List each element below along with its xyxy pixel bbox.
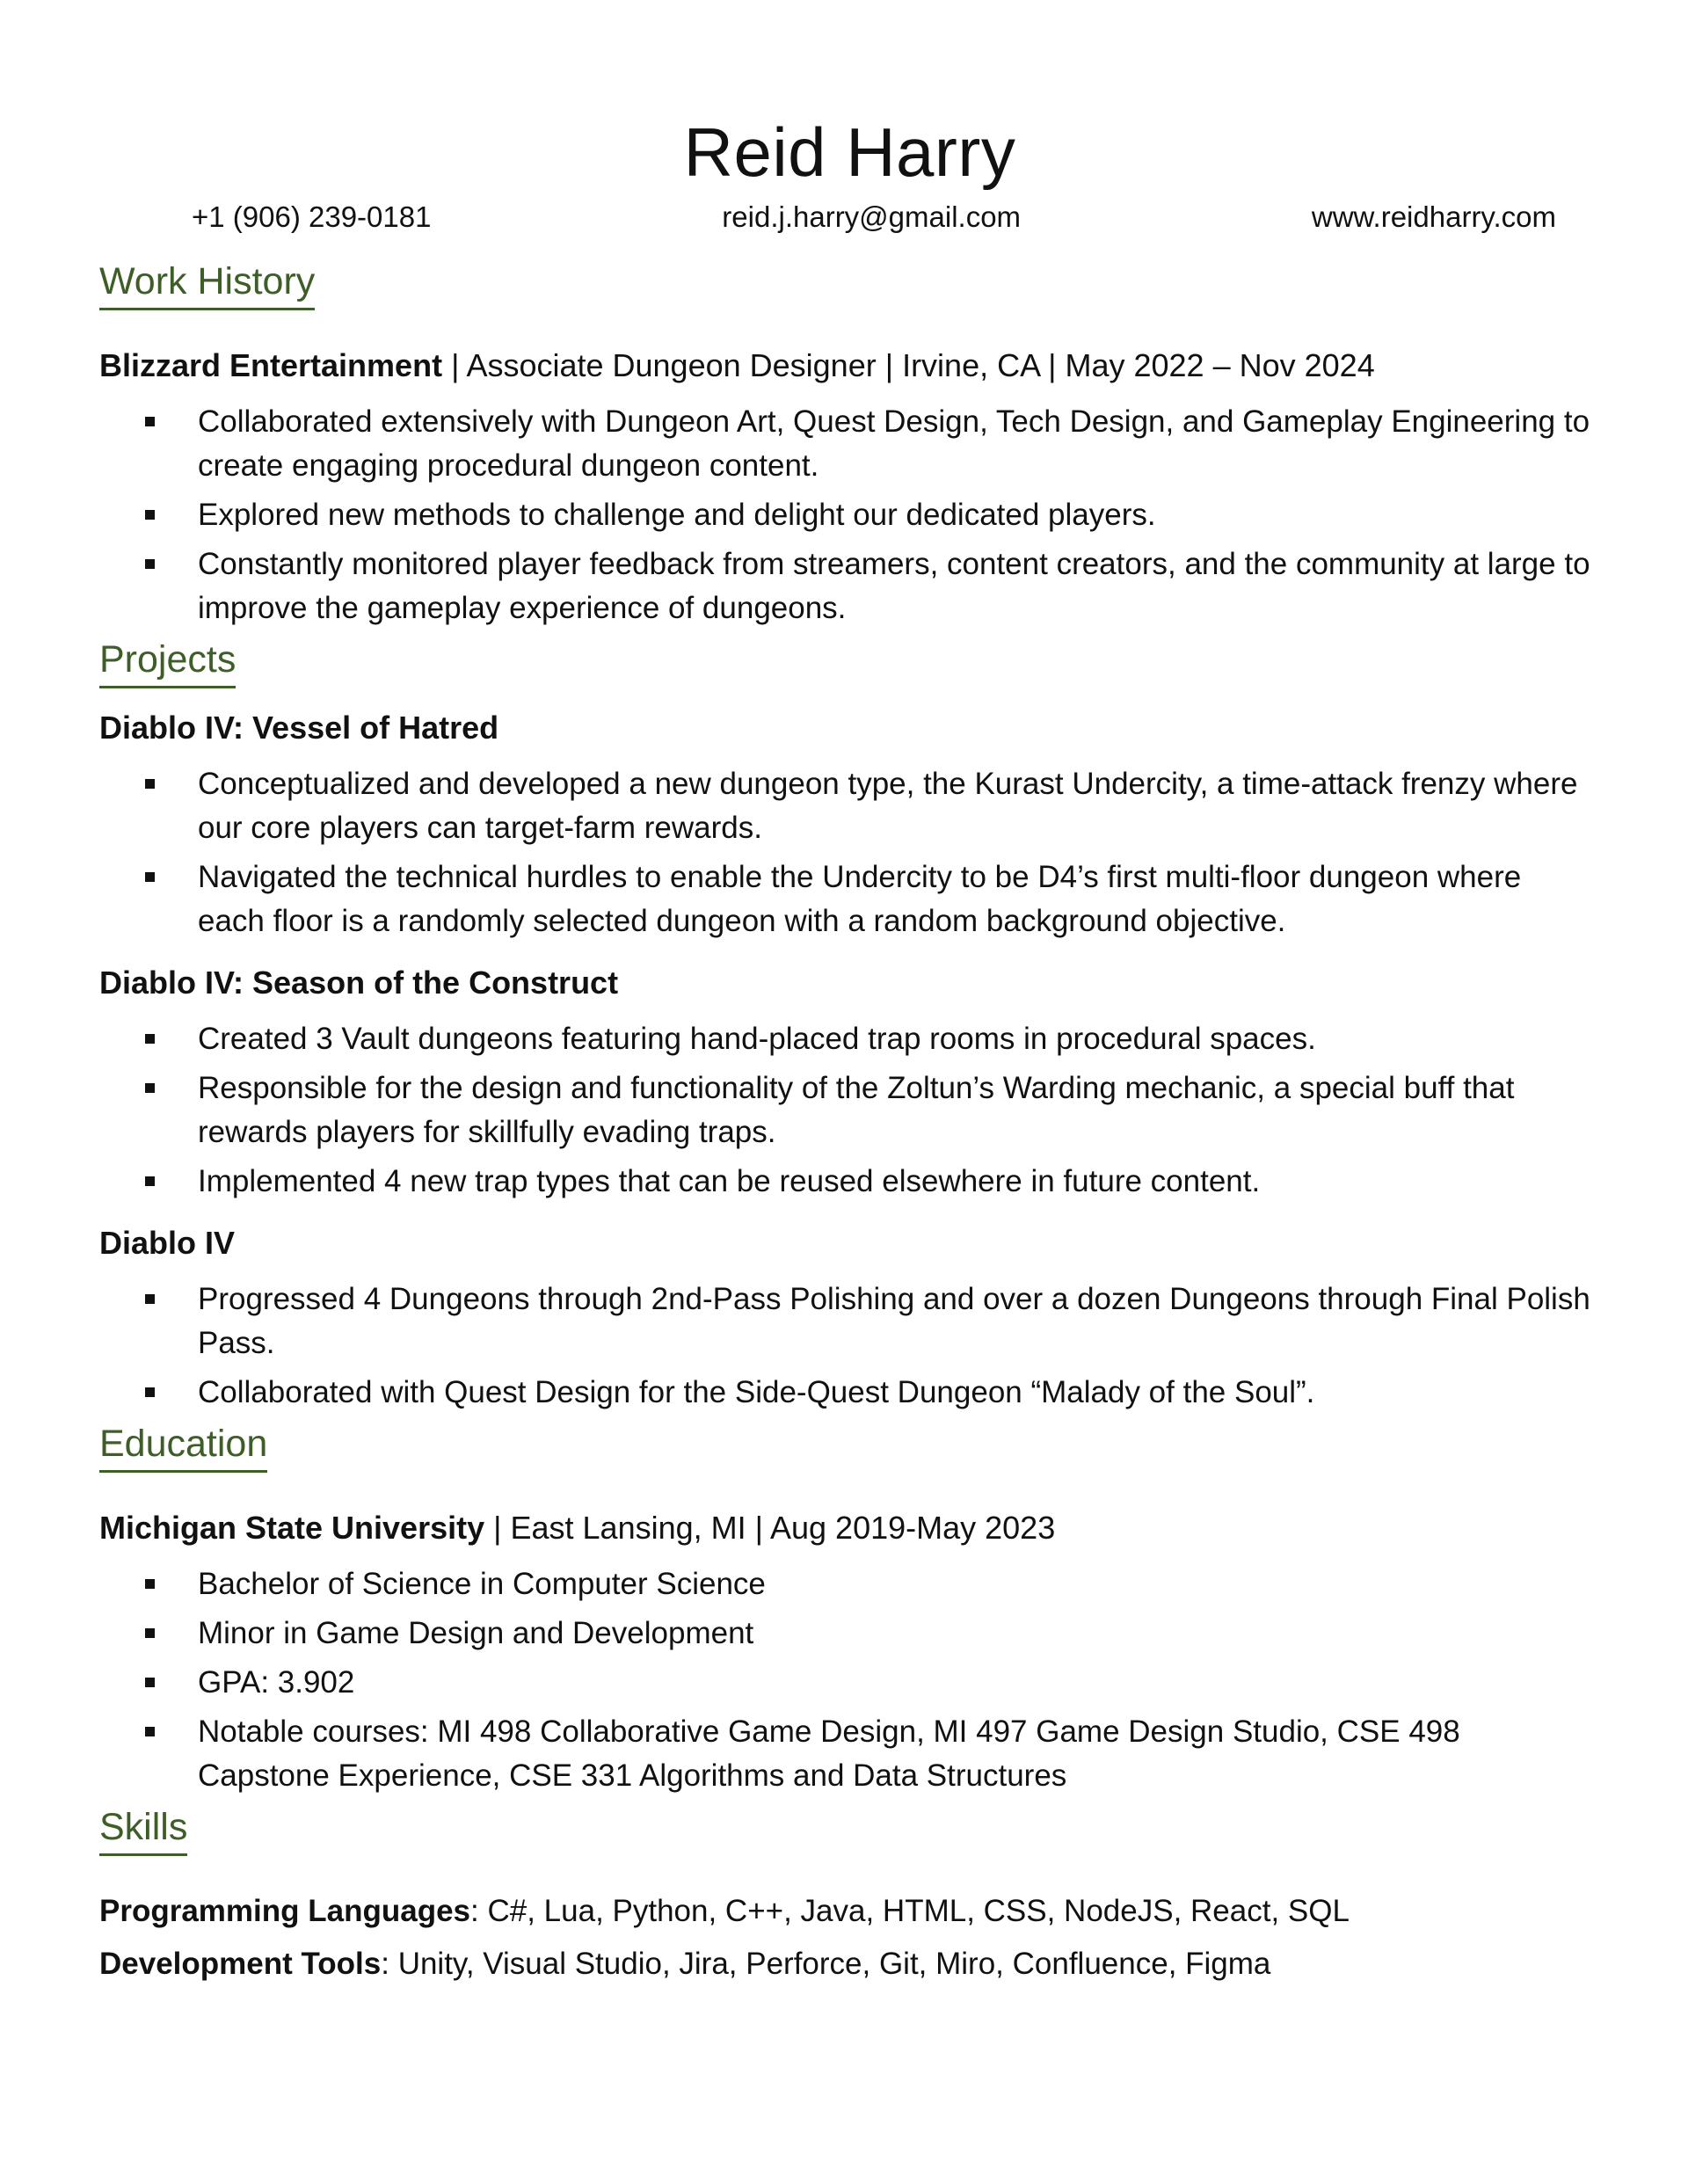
bullet-item: Bachelor of Science in Computer Science	[198, 1562, 1596, 1606]
company-name: Blizzard Entertainment	[99, 347, 443, 383]
project-title-vessel-of-hatred: Diablo IV: Vessel of Hatred	[99, 710, 499, 746]
section-heading-label: Projects	[99, 639, 236, 688]
bullet-item: Created 3 Vault dungeons featuring hand-placed trap rooms in procedural spaces.	[198, 1017, 1596, 1061]
bullet-item: Constantly monitored player feedback from streamers, content creators, and the community at large to improve the gameplay experience of dungeons.	[198, 542, 1596, 630]
section-heading-skills	[99, 1807, 1600, 1856]
skill-category-label: Programming Languages	[99, 1894, 471, 1928]
skill-list: Unity, Visual Studio, Jira, Perforce, Git, Miro, Confluence, Figma	[397, 1947, 1271, 1981]
separator: |	[484, 1510, 511, 1546]
bullet-item: Explored new methods to challenge and delight our dedicated players.	[198, 493, 1596, 537]
bullet-item: GPA: 3.902	[198, 1661, 1596, 1705]
bullet-item: Collaborated with Quest Design for the Side-Quest Dungeon “Malady of the Soul”.	[198, 1371, 1596, 1415]
bullet-list-diablo-iv	[99, 1278, 1600, 1415]
section-heading-label: Work History	[99, 261, 315, 310]
phone-number: +1 (906) 239-0181	[192, 200, 432, 233]
school-name: Michigan State University	[99, 1510, 485, 1546]
bullet-item: Notable courses: MI 498 Collaborative Game Design, MI 497 Game Design Studio, CSE 498 Capstone Experience, CSE 331 Algorithms and Data Structures	[198, 1710, 1596, 1798]
bullet-list-work-history	[99, 400, 1600, 630]
bullet-list-vessel-of-hatred	[99, 762, 1600, 943]
contact-row	[99, 200, 1600, 235]
education-header	[99, 1510, 1600, 1547]
email-address: reid.j.harry@gmail.com	[722, 200, 1022, 233]
separator: |	[442, 347, 467, 383]
project-title-season-of-the-construct: Diablo IV: Season of the Construct	[99, 965, 619, 1001]
job-header	[99, 347, 1600, 384]
skills-programming-languages	[99, 1893, 1600, 1930]
section-heading-projects	[99, 639, 1600, 688]
bullet-item: Responsible for the design and functionality of the Zoltun’s Warding mechanic, a special buff that rewards players for skillfully evading traps.	[198, 1067, 1596, 1154]
bullet-item: Implemented 4 new trap types that can be reused elsewhere in future content.	[198, 1160, 1596, 1204]
section-heading-education	[99, 1423, 1600, 1473]
section-heading-label: Education	[99, 1423, 267, 1473]
bullet-list-education	[99, 1562, 1600, 1798]
bullet-list-season-of-the-construct	[99, 1017, 1600, 1204]
education-details: East Lansing, MI | Aug 2019-May 2023	[510, 1510, 1056, 1546]
section-heading-label: Skills	[99, 1807, 187, 1856]
job-details: Associate Dungeon Designer | Irvine, CA | May 2022 – Nov 2024	[466, 347, 1375, 383]
separator: :	[470, 1894, 488, 1928]
skills-development-tools	[99, 1946, 1600, 1983]
bullet-item: Progressed 4 Dungeons through 2nd-Pass Polishing and over a dozen Dungeons through Final Polish Pass.	[198, 1278, 1596, 1365]
bullet-item: Conceptualized and developed a new dungeon type, the Kurast Undercity, a time-attack frenzy where our core players can target-farm rewards.	[198, 762, 1596, 850]
section-heading-work-history	[99, 261, 1600, 310]
bullet-item: Collaborated extensively with Dungeon Art, Quest Design, Tech Design, and Gameplay Engineering to create engaging procedural dungeon content.	[198, 400, 1596, 488]
resume-name: Reid Harry	[683, 113, 1016, 191]
skill-category-label: Development Tools	[99, 1947, 382, 1981]
separator: :	[381, 1947, 398, 1981]
project-title-diablo-iv: Diablo IV	[99, 1225, 236, 1261]
skill-list: C#, Lua, Python, C++, Java, HTML, CSS, NodeJS, React, SQL	[487, 1894, 1350, 1928]
bullet-item: Minor in Game Design and Development	[198, 1612, 1596, 1656]
website-url: www.reidharry.com	[1311, 200, 1556, 233]
bullet-item: Navigated the technical hurdles to enable the Undercity to be D4’s first multi-floor dungeon where each floor is a randomly selected dungeon with a random background objective.	[198, 855, 1596, 943]
